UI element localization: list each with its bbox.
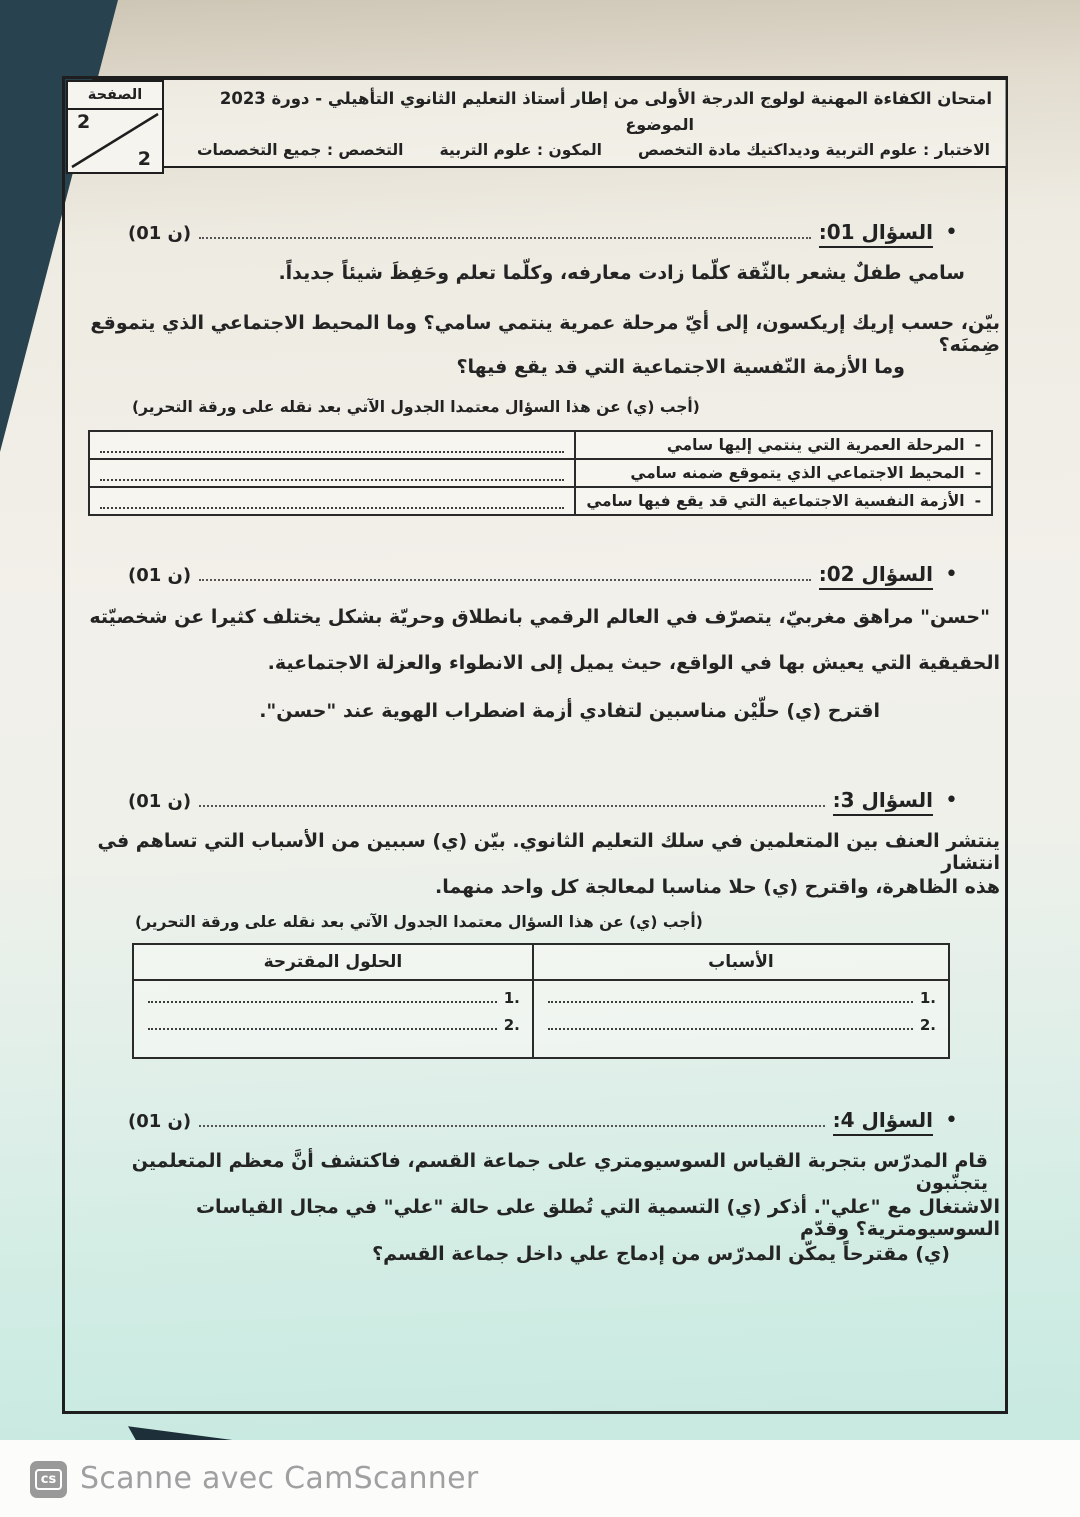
answer-cell (89, 431, 575, 459)
answer-dots (548, 1028, 913, 1030)
question-3-heading (80, 786, 1000, 816)
question-4-points: (01 ن) (128, 1111, 192, 1132)
question-2-heading (80, 560, 1000, 590)
table-row (89, 431, 992, 459)
question-1-heading (80, 218, 1000, 248)
page-total: 2 (137, 148, 151, 170)
row-label (575, 459, 992, 487)
table-header-row (133, 944, 949, 980)
row-label (575, 487, 992, 515)
row-label-text: الأزمة النفسية الاجتماعية التي قد يقع فيها سامي (586, 492, 965, 510)
question-2-text-line-1: "حسن" مراهق مغربيّ، يتصرّف في العالم الرقمي بانطلاق وحريّة بشكل يختلف كثيرا عن شخصيّته (89, 606, 990, 628)
question-4-title: السؤال 4: (833, 1108, 933, 1136)
question-3-points: (01 ن) (128, 791, 192, 812)
answer-line-2 (146, 1016, 520, 1034)
causes-header: الأسباب (533, 944, 949, 980)
question-1-title: السؤال 01: (819, 220, 933, 248)
bullet-icon: • (945, 788, 958, 813)
answer-dots (548, 1001, 913, 1003)
dash-marker: - (974, 436, 981, 454)
question-2-task: اقترح (ي) حلّيْن مناسبين لتفادي أزمة اضطراب الهوية عند "حسن". (259, 700, 880, 722)
row-label-text: المرحلة العمرية التي ينتمي إليها سامي (666, 436, 965, 454)
dash-marker: - (974, 492, 981, 510)
question-4-text-line-2: الاشتغال مع "علي". أذكر (ي) التسمية التي تُطلق على حالة "علي" في مجال القياسات السوسيومترية؟ وقدّم (195, 1196, 1000, 1240)
line-number: 1. (919, 989, 936, 1007)
page-number-box (66, 80, 164, 174)
answer-dots (100, 437, 564, 453)
specialty-label: التخصص : جميع التخصصات (196, 141, 404, 159)
dash-marker: - (974, 464, 981, 482)
answer-dots (100, 465, 564, 481)
camscanner-text: Scanne avec CamScanner (80, 1461, 479, 1496)
camscanner-icon (30, 1461, 67, 1498)
question-1-text-line-2: بيّن، حسب إريك إريكسون، إلى أيّ مرحلة عمرية ينتمي سامي؟ وما المحيط الاجتماعي الذي يتموقع ضِمنَه؟ (90, 312, 1000, 356)
row-label (575, 431, 992, 459)
bullet-icon: • (945, 562, 958, 587)
table-row (89, 459, 992, 487)
dotted-leader (199, 579, 811, 581)
question-3-text-line-2: هذه الظاهرة، واقترح (ي) حلا مناسبا لمعالجة كل واحد منهما. (434, 876, 1000, 898)
page-current: 2 (77, 111, 91, 133)
page-number-label: الصفحة (68, 82, 162, 110)
exam-title: امتحان الكفاءة المهنية لولوج الدرجة الأولى من إطار أستاذ التعليم الثانوي التأهيلي - دورة 2023 (219, 89, 992, 108)
answer-dots (148, 1001, 497, 1003)
component-label: المكون : علوم التربية (439, 141, 602, 159)
table-row (89, 487, 992, 515)
dotted-leader (199, 237, 811, 239)
question-3-text-line-1: ينتشر العنف بين المتعلمين في سلك التعليم الثانوي. بيّن (ي) سببين من الأسباب التي تساهم في انتشار (97, 830, 1000, 874)
question-2-text-line-2: الحقيقية التي يعيش بها في الواقع، حيث يميل إلى الانطواء والعزلة الاجتماعية. (267, 652, 1000, 674)
question-1-points: (01 ن) (128, 223, 192, 244)
table-body-row (133, 980, 949, 1058)
answer-line-2 (546, 1016, 936, 1034)
causes-cell (533, 980, 949, 1058)
dotted-leader (199, 1125, 825, 1127)
answer-dots (100, 493, 564, 509)
line-number: 2. (919, 1016, 936, 1034)
question-2-points: (01 ن) (128, 565, 192, 586)
answer-cell (89, 459, 575, 487)
question-3-instruction: (أجب (ي) عن هذا السؤال معتمدا الجدول الآتي بعد نقله على ورقة التحرير) (135, 913, 703, 931)
question-3-title: السؤال 3: (833, 788, 933, 816)
exam-meta-row (94, 137, 1006, 164)
solutions-header: الحلول المقترحة (133, 944, 533, 980)
question-3-answer-table (132, 943, 950, 1059)
row-label-text: المحيط الاجتماعي الذي يتموقع ضمنه سامي (630, 464, 965, 482)
question-1-text-line-3: وما الأزمة النّفسية الاجتماعية التي قد يقع فيها؟ (456, 356, 905, 378)
bullet-icon: • (945, 1108, 958, 1133)
line-number: 2. (503, 1016, 520, 1034)
watermark-strip (0, 1440, 1080, 1517)
answer-line-1 (546, 989, 936, 1007)
question-1-text-line-1: سامي طفلٌ يشعر بالثّقة كلّما زادت معارفه، وكلّما تعلم وحَفِظَ شيئاً جديداً. (278, 262, 965, 284)
question-1-instruction: (أجب (ي) عن هذا السؤال معتمدا الجدول الآتي بعد نقله على ورقة التحرير) (132, 398, 700, 416)
subject-label: الموضوع (625, 115, 694, 134)
bullet-icon: • (945, 220, 958, 245)
test-label: الاختبار : علوم التربية وديداكتيك مادة التخصص (638, 141, 990, 159)
question-4-text-line-1: قام المدرّس بتجربة القياس السوسيومتري على جماعة القسم، فاكتشف أنَّ معظم المتعلمين يتجنّبون (131, 1150, 988, 1194)
answer-line-1 (146, 989, 520, 1007)
question-2-title: السؤال 02: (819, 562, 933, 590)
camscanner-icon-letters: cs (35, 1469, 62, 1490)
question-4-heading (80, 1106, 1000, 1136)
answer-cell (89, 487, 575, 515)
line-number: 1. (503, 989, 520, 1007)
dotted-leader (199, 805, 825, 807)
question-4-text-line-3: (ي) مقترحاً يمكّن المدرّس من إدماج علي داخل جماعة القسم؟ (372, 1243, 950, 1265)
exam-header-box (92, 78, 1008, 168)
question-1-answer-table (88, 430, 993, 516)
page-number-cell (68, 110, 162, 171)
solutions-cell (133, 980, 533, 1058)
answer-dots (148, 1028, 497, 1030)
